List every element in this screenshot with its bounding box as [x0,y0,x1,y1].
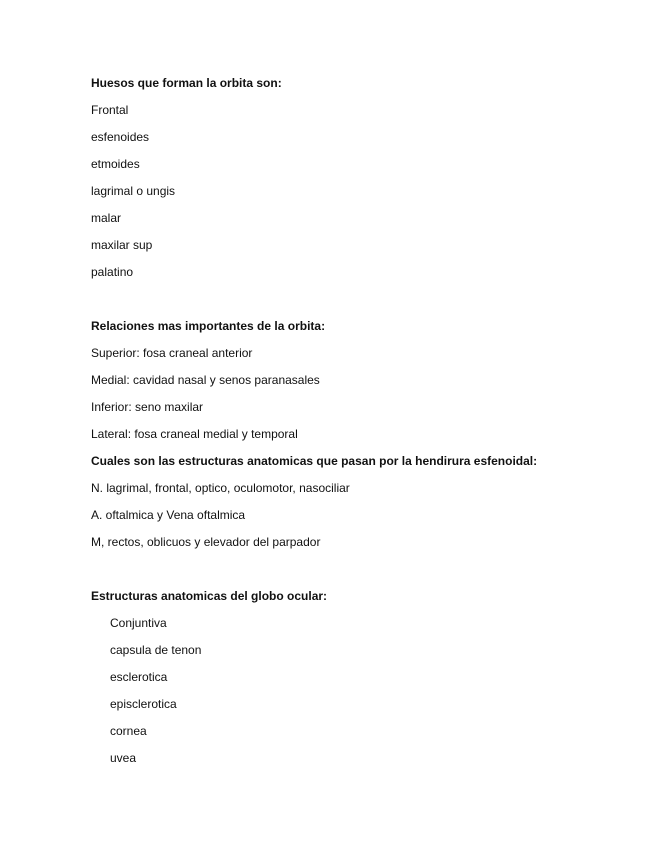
list-item: Lateral: fosa craneal medial y temporal [91,427,298,441]
list-item: maxilar sup [91,238,153,252]
list-item: etmoides [91,157,140,171]
list-item: cornea [110,724,147,738]
list-item: Medial: cavidad nasal y senos paranasales [91,373,320,387]
list-item: esfenoides [91,130,150,144]
list-item: malar [91,211,122,225]
list-item: N. lagrimal, frontal, optico, oculomotor, nasociliar [91,481,350,495]
list-item: uvea [110,751,137,765]
list-item: lagrimal o ungis [91,184,176,198]
list-item: Inferior: seno maxilar [91,400,204,414]
list-item: Conjuntiva [110,616,167,630]
list-item: M, rectos, oblicuos y elevador del parpador [91,535,321,549]
list-item: episclerotica [110,697,177,711]
list-item: A. oftalmica y Vena oftalmica [91,508,246,522]
list-item: palatino [91,265,134,279]
section-heading-hendidura: Cuales son las estructuras anatomicas que pasan por la hendirura esfenoidal: [91,454,538,468]
list-item: Superior: fosa craneal anterior [91,346,253,360]
list-item: capsula de tenon [110,643,202,657]
list-item: Frontal [91,103,129,117]
section-heading-huesos: Huesos que forman la orbita son: [91,76,282,90]
section-heading-globo-ocular: Estructuras anatomicas del globo ocular: [91,589,328,603]
section-heading-relaciones: Relaciones mas importantes de la orbita: [91,319,326,333]
list-item: esclerotica [110,670,168,684]
